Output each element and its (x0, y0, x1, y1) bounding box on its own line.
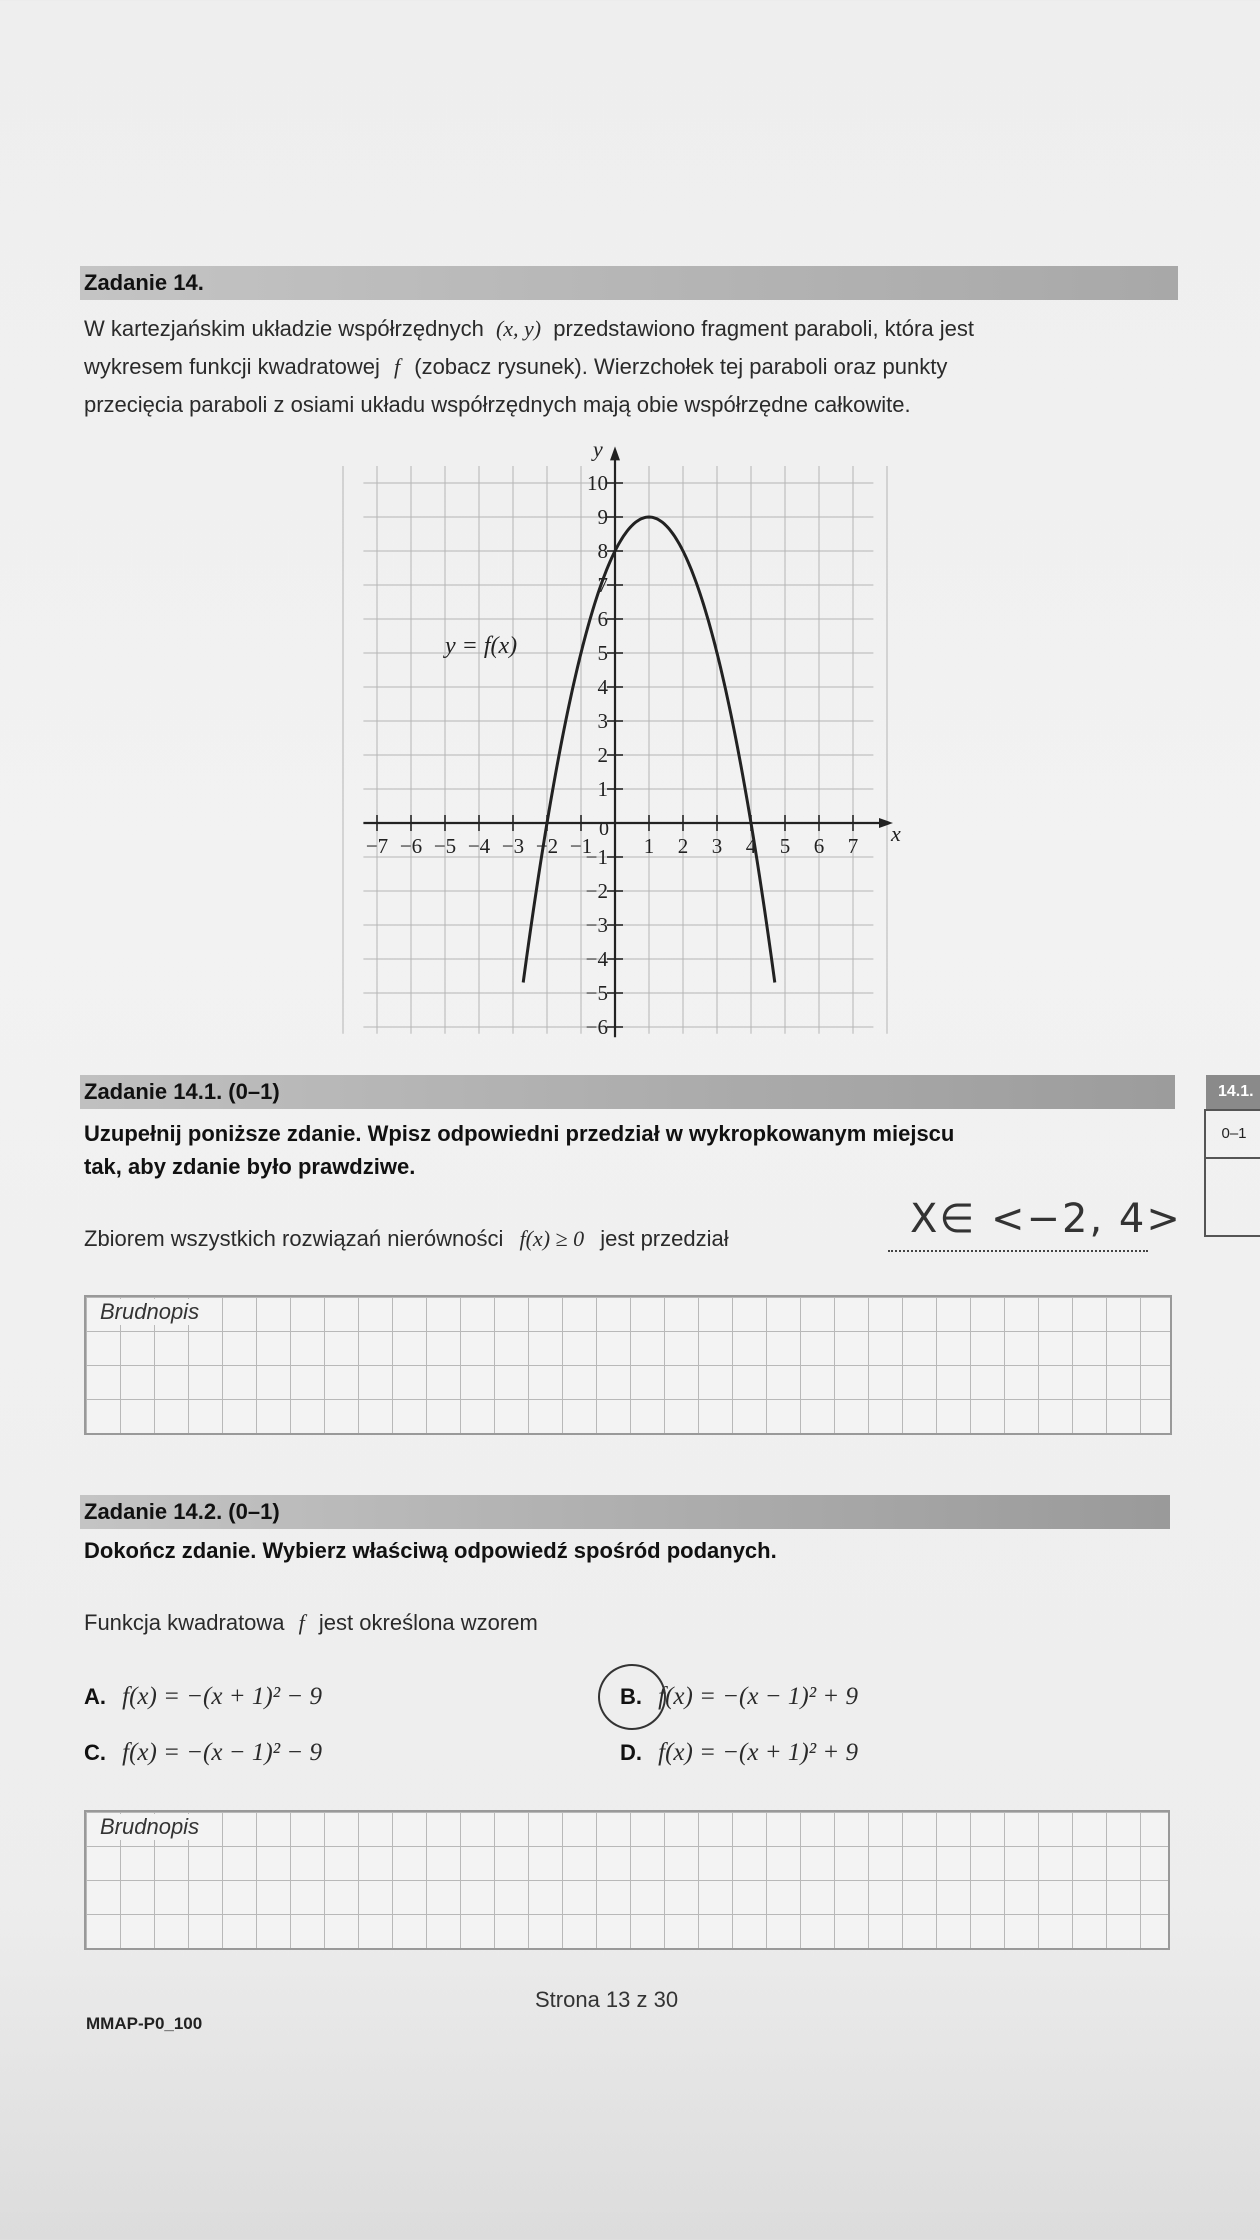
task-14-text-line2: wykresem funkcji kwadratowej f (zobacz rysunek). Wierzchołek tej paraboli oraz punkty (84, 354, 948, 379)
x-tick-label: 4 (745, 834, 757, 858)
draft-label: Brudnopis (94, 1299, 205, 1325)
x-tick-label: −2 (535, 834, 559, 858)
task-14-1-instruction-line1: Uzupełnij poniższe zdanie. Wpisz odpowiedni przedział w wykropkowanym miejscu (84, 1121, 955, 1146)
x-tick-label: −5 (433, 834, 457, 858)
y-tick-label: −3 (585, 913, 608, 937)
side-score-tab: 14.1. (1206, 1075, 1260, 1109)
x-tick-label: −6 (399, 834, 423, 858)
x-tick-label: 7 (847, 834, 859, 858)
y-tick-label: 8 (597, 539, 608, 563)
draft-label: Brudnopis (94, 1814, 205, 1840)
y-tick-label: −4 (585, 947, 608, 971)
task-14-1-header-bar (80, 1075, 1175, 1109)
x-tick-label: −7 (365, 834, 389, 858)
option-c[interactable]: C. f(x) = −(x − 1)² − 9 (84, 1739, 323, 1766)
x-tick-label: 1 (643, 834, 655, 858)
task-14-2-title: Zadanie 14.2. (0–1) (84, 1499, 280, 1524)
x-tick-label: 2 (677, 834, 689, 858)
task-14-header-bar (80, 266, 1178, 300)
draft-box-14-1[interactable] (84, 1295, 1172, 1435)
task-14-2-instruction: Dokończ zdanie. Wybierz właściwą odpowiedź spośród podanych. (84, 1538, 777, 1563)
y-tick-label: 6 (597, 607, 608, 631)
function-label: y = f(x) (445, 633, 518, 659)
handwritten-answer: X∈ <−2, 4> (910, 1196, 1182, 1242)
side-score-box (1204, 1109, 1260, 1237)
task-14-2-header-bar (80, 1495, 1170, 1529)
task-14-title: Zadanie 14. (84, 270, 204, 295)
exam-code: MMAP-P0_100 (86, 2014, 203, 2033)
y-tick-label: −5 (585, 981, 608, 1005)
selected-answer-circle (598, 1664, 666, 1730)
page-number: Strona 13 z 30 (535, 1987, 679, 2012)
y-tick-label: 9 (597, 505, 608, 529)
chart-axes (363, 446, 893, 1037)
task-14-1-instruction-line2: tak, aby zdanie było prawdziwe. (84, 1154, 416, 1179)
y-tick-label: 5 (597, 641, 608, 665)
y-tick-label: 2 (597, 743, 608, 767)
y-axis-label: y (593, 436, 603, 462)
x-axis-label: x (891, 821, 901, 846)
x-tick-label: −3 (501, 834, 525, 858)
x-tick-label: 3 (711, 834, 723, 858)
x-tick-label: −1 (569, 834, 593, 858)
y-tick-label: −6 (585, 1015, 608, 1039)
task-14-text-line1: W kartezjańskim układzie współrzędnych (x, y) przedstawiono fragment paraboli, która jest (84, 316, 974, 341)
y-tick-label: 4 (597, 675, 608, 699)
side-score-range: 0–1 (1206, 1111, 1260, 1159)
origin-label: 0 (599, 818, 609, 840)
parabola-chart (330, 435, 930, 1055)
y-tick-label: 7 (597, 573, 608, 597)
option-d[interactable]: D. f(x) = −(x + 1)² + 9 (620, 1739, 859, 1766)
y-tick-label: 10 (587, 471, 608, 495)
x-tick-label: 6 (813, 834, 825, 858)
y-axis-arrow (610, 446, 620, 460)
task-14-2-prompt: Funkcja kwadratowa f jest określona wzorem (84, 1610, 538, 1635)
x-tick-label: 5 (779, 834, 791, 858)
option-a[interactable]: A. f(x) = −(x + 1)² − 9 (84, 1683, 323, 1710)
task-14-text-line3: przecięcia paraboli z osiami układu współrzędnych mają obie współrzędne całkowite. (84, 392, 911, 417)
draft-box-14-2[interactable] (84, 1810, 1170, 1950)
answer-dotted-line[interactable] (888, 1250, 1148, 1252)
y-tick-label: 1 (597, 777, 608, 801)
x-tick-label: −4 (467, 834, 491, 858)
task-14-1-title: Zadanie 14.1. (0–1) (84, 1079, 280, 1104)
task-14-1-sentence: Zbiorem wszystkich rozwiązań nierówności f(x) ≥ 0 jest przedział (84, 1226, 729, 1251)
y-tick-label: −1 (585, 845, 608, 869)
inequality-formula: f(x) ≥ 0 (519, 1226, 585, 1251)
y-tick-label: 3 (597, 709, 608, 733)
option-b[interactable]: B. f(x) = −(x − 1)² + 9 (620, 1683, 859, 1710)
y-tick-label: −2 (585, 879, 608, 903)
